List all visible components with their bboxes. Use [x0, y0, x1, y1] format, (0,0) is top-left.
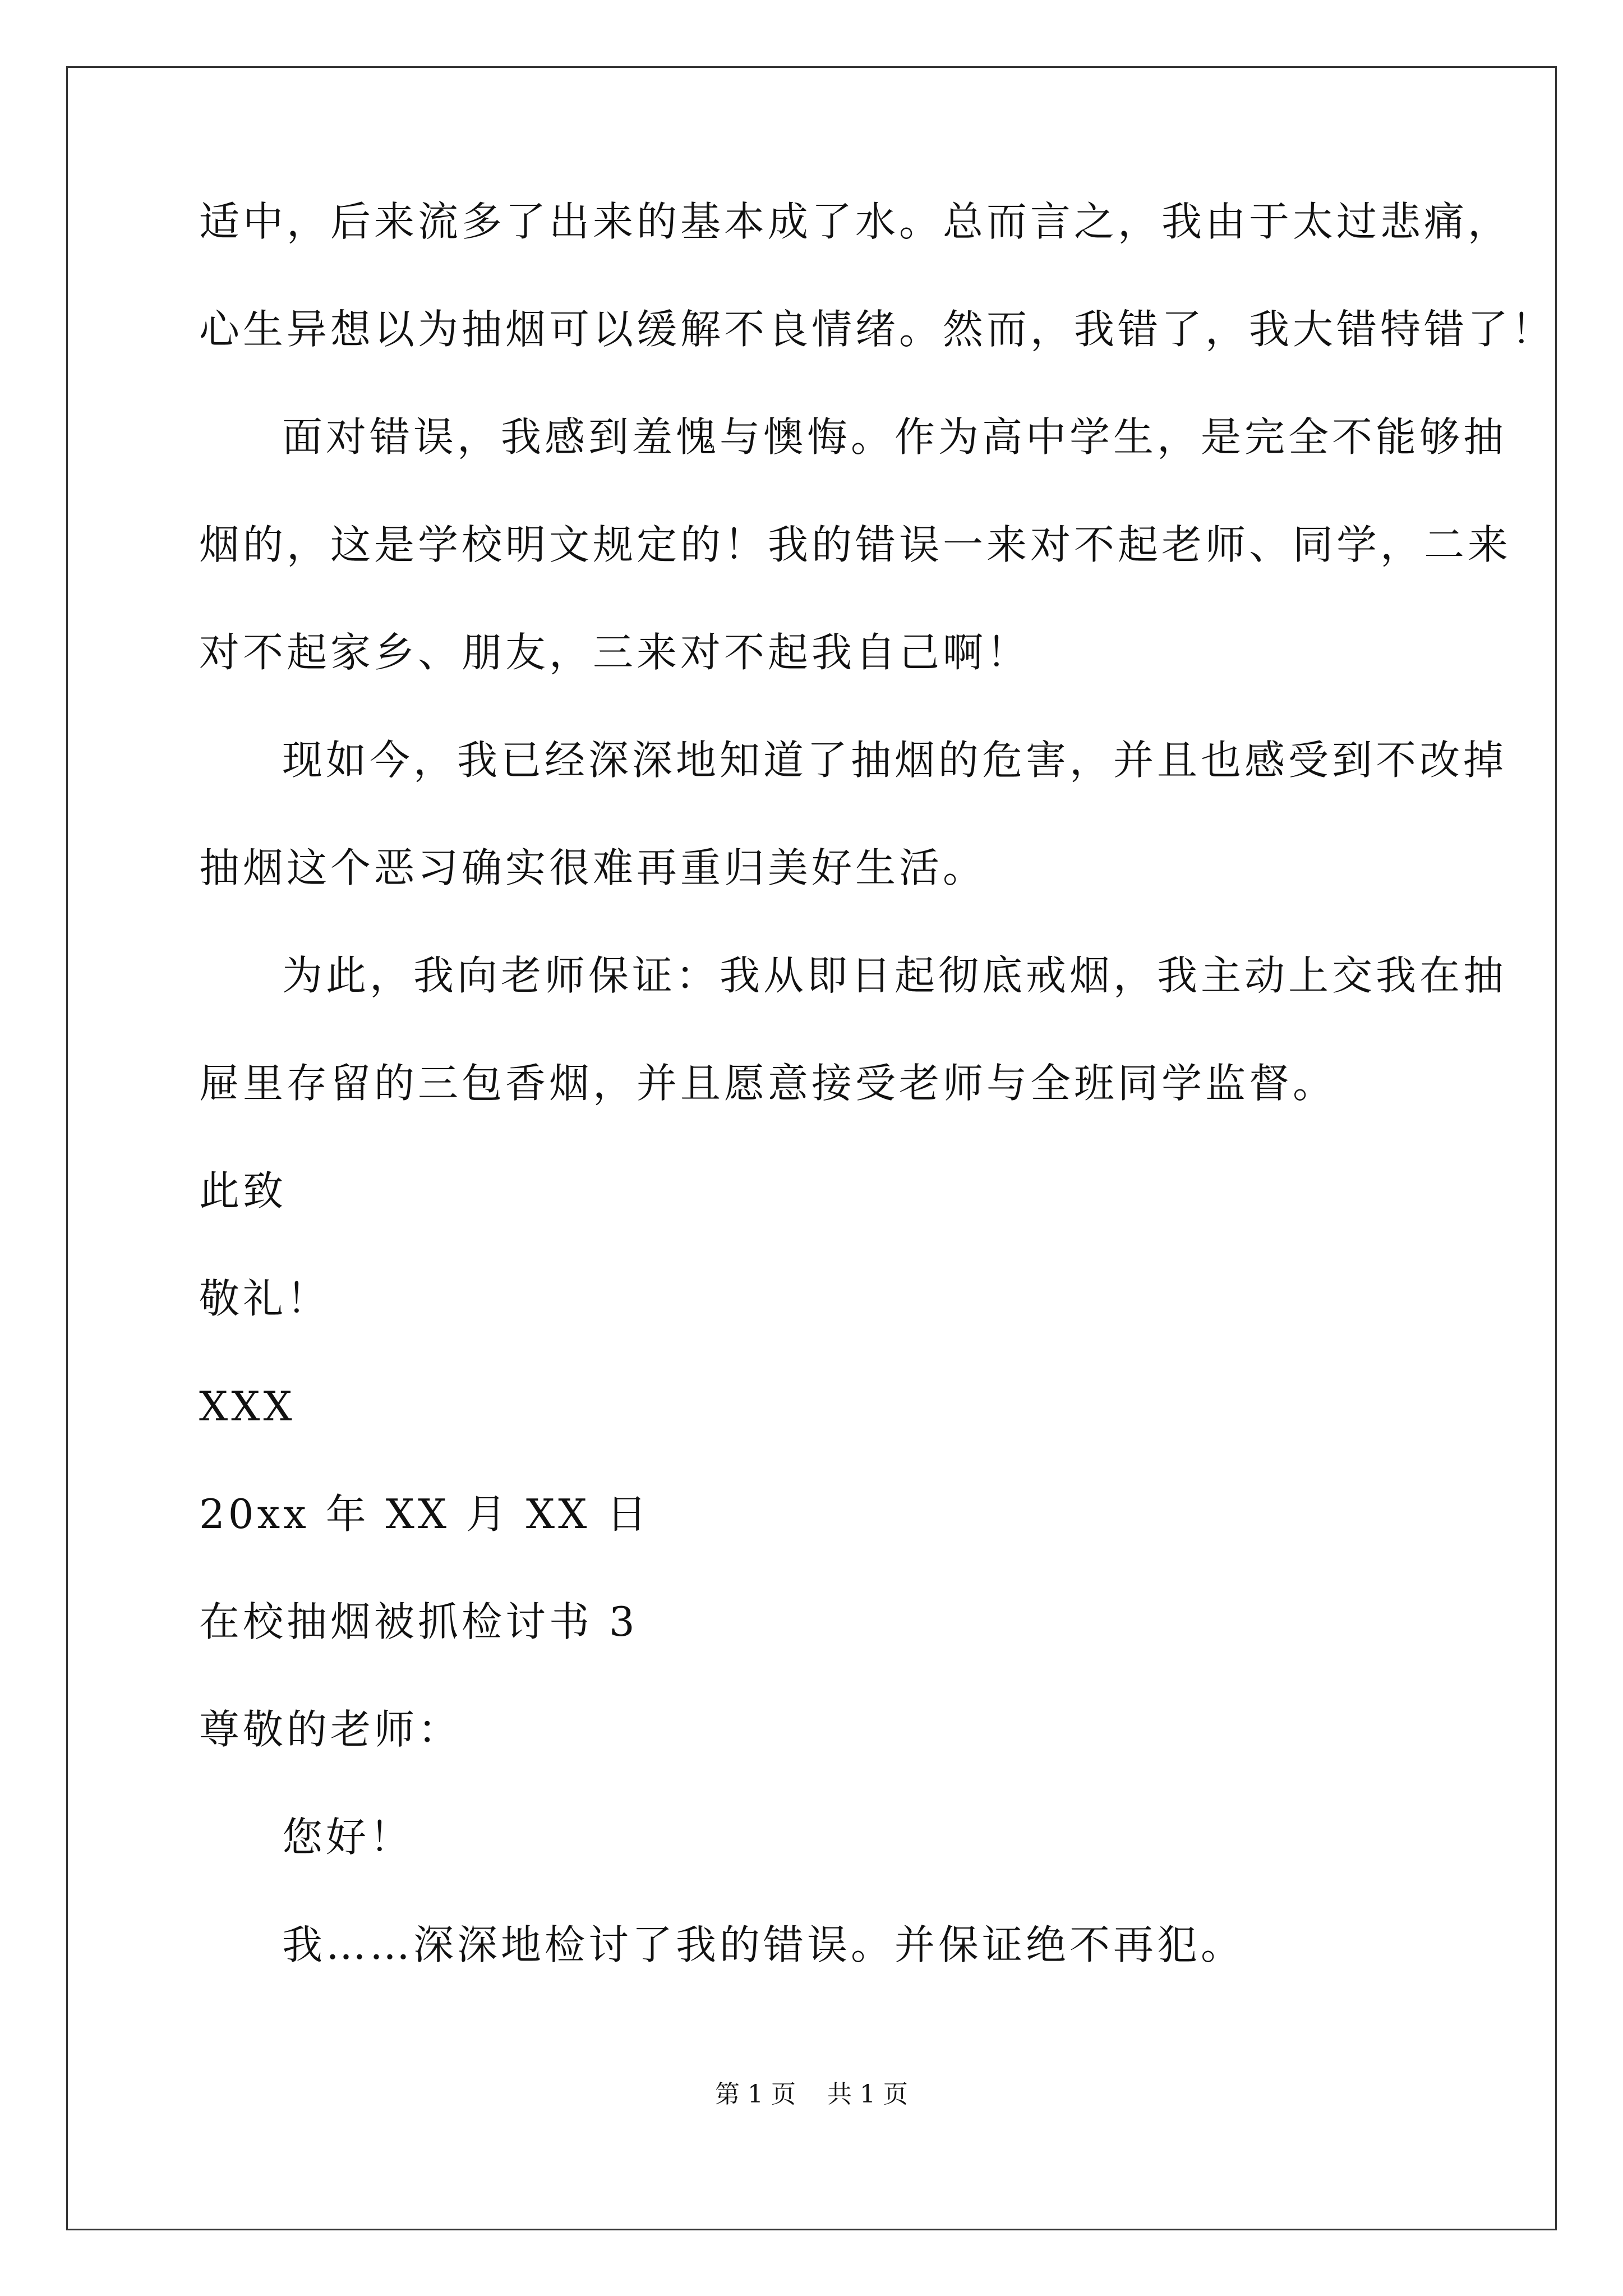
closing-salutation: 此致	[199, 1167, 287, 1214]
page-number-footer: 第 1 页 共 1 页	[715, 2080, 908, 2109]
paragraph-start-line: 我……深深地检讨了我的错误。并保证绝不再犯。	[282, 1921, 1245, 1968]
paragraph-start-line: 现如今，我已经深深地知道了抽烟的危害，并且也感受到不改掉	[282, 737, 1507, 784]
text-line: 烟的，这是学校明文规定的！我的错误一来对不起老师、同学，二来	[199, 521, 1512, 568]
text-line: 心生异想以为抽烟可以缓解不良情绪。然而，我错了，我大错特错了！	[199, 306, 1556, 353]
greeting-recipient: 尊敬的老师：	[199, 1706, 462, 1753]
section-title: 在校抽烟被抓检讨书 3	[199, 1598, 638, 1645]
text-line: 抽烟这个恶习确实很难再重归美好生活。	[199, 844, 987, 891]
page-border	[66, 66, 1557, 2230]
text-line: 对不起家乡、朋友，三来对不起我自己啊！	[199, 629, 1031, 676]
paragraph-start-line: 为此，我向老师保证：我从即日起彻底戒烟，我主动上交我在抽	[282, 952, 1507, 999]
text-line: 适中，后来流多了出来的基本成了水。总而言之，我由于太过悲痛，	[199, 198, 1512, 245]
closing-regards: 敬礼！	[199, 1275, 331, 1322]
signature-name: XXX	[199, 1383, 296, 1430]
greeting-line: 您好！	[282, 1814, 414, 1861]
signature-date: 20xx 年 XX 月 XX 日	[199, 1490, 651, 1538]
text-line: 屉里存留的三包香烟，并且愿意接受老师与全班同学监督。	[199, 1060, 1337, 1107]
paragraph-start-line: 面对错误，我感到羞愧与懊悔。作为高中学生，是完全不能够抽	[282, 413, 1507, 461]
